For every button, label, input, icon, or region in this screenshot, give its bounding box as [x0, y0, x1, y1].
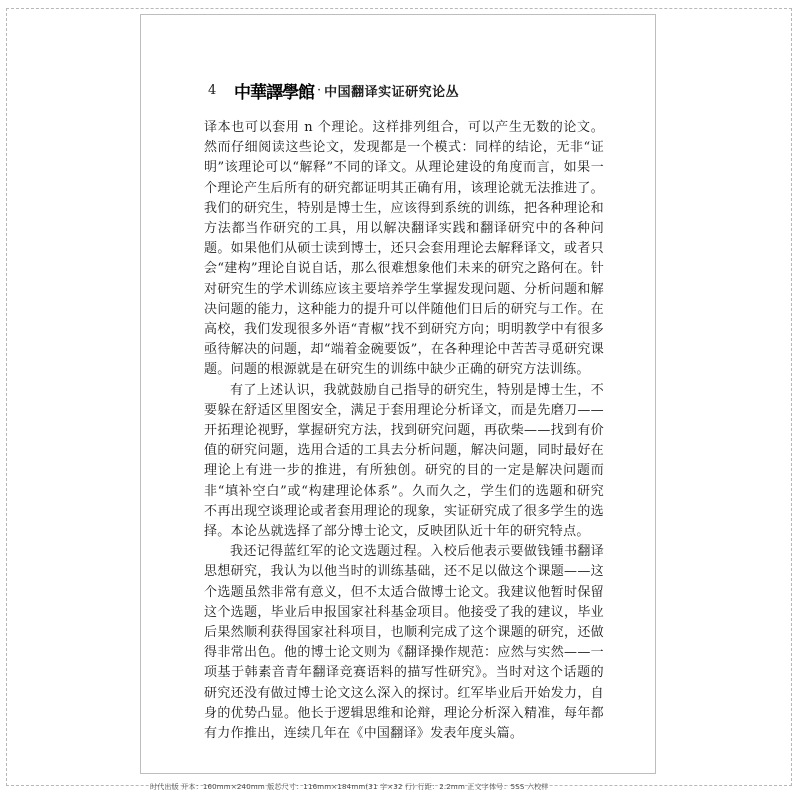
series-title: 中国翻译实证研究论丛 — [324, 84, 460, 100]
publisher-logo: 中華譯學館 — [234, 82, 314, 103]
header-separator: · — [317, 82, 322, 98]
paragraph-1: 译本也可以套用 n 个理论。这样排列组合，可以产生无数的论文。然而仔细阅读这些论文，发现都是一个模式：同样的结论，无非“证明”该理论可以“解释”不同的译文。从理论建设的角度而言，如果一个理论产生后所有的研究都证明其正确有用，该理论就无法推进了。我们的研究生，特别是博士生，应该得到系统的训练，把各种理论和方法都当作研究的工具，用以解决翻译实践和翻译研究中的各种问题。如果他们从硕士读到博士，还只会套用理论去解释译文，或者只会“建构”理论自说自话，那么很难想象他们未来的研究之路何在。针对研究生的学术训练应该主要培养学生掌握发现问题、分析问题和解决问题的能力，这种能力的提升可以伴随他们日后的研究与工作。在高校，我们发现很多外语“青椒”找不到研究方向；明明教学中有很多亟待解决的问题，却“端着金碗要饭”，在各种理论中苦苦寻觅研究课题。问题的根源就是在研究生的训练中缺少正确的研究方法训练。 — [204, 120, 604, 378]
paragraph-3: 我还记得蓝红军的论文选题过程。入校后他表示要做钱锺书翻译思想研究，我认为以他当时的训练基础，还不足以做这个课题——这个选题虽然非常有意义，但不太适合做博士论文。我建议他暂时保留这个选题，毕业后申报国家社科基金项目。他接受了我的建议，毕业后果然顺利获得国家社科项目，也顺利完成了这个课题的研究，还做得非常出色。他的博士论文则为《翻译操作规范：应然与实然——一项基于韩素音青年翻译竞赛语料的描写性研究》。当时对这个话题的研究还没有做过博士论文这么深入的探讨。红军毕业后开始发力，自身的优势凸显。他长于逻辑思维和论辩，理论分析深入精准，每年都有力作推出，连续几年在《中国翻译》发表年度头篇。 — [204, 544, 604, 742]
print-spec-footer: 时代出版 开本：160mm×240mm 版芯尺寸：116mm×184mm(31 字×32 行) 行距：2.2mm 正文字体号：5SS 六校样 — [150, 783, 549, 791]
body-text — [204, 118, 604, 744]
paragraph-2: 有了上述认识，我就鼓励自己指导的研究生，特别是博士生，不要躲在舒适区里图安全，满足于套用理论分析译文，而是先磨刀——开拓理论视野，掌握研究方法，找到研究问题，再砍柴——找到有价值的研究问题，选用合适的工具去分析问题，解决问题，同时最好在理论上有进一步的推进，有所独创。研究的目的一定是解决问题而非“填补空白”或“构建理论体系”。久而久之，学生们的选题和研究不再出现空谈理论或者套用理论的现象，实证研究成了很多学生的选择。本论丛就选择了部分博士论文，反映团队近十年的研究特点。 — [204, 382, 604, 540]
running-header — [208, 78, 608, 102]
page-number: 4 — [208, 82, 217, 98]
